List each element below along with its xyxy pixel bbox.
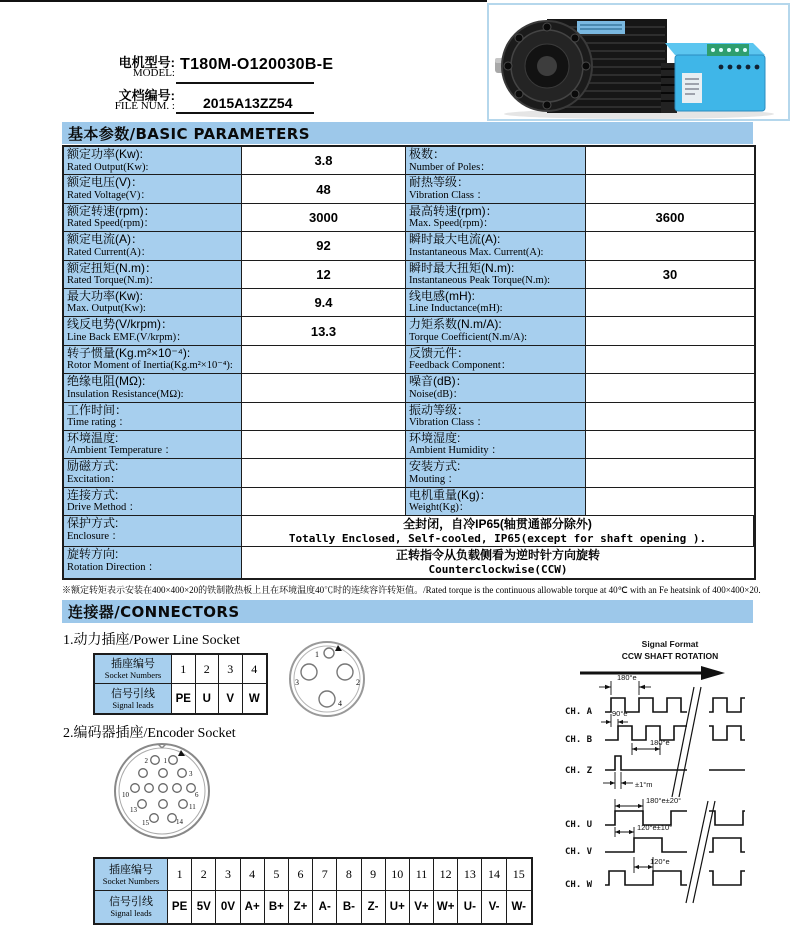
param-label-en: Rated Voltage(V)：	[67, 189, 151, 201]
motor-nameplate	[577, 21, 625, 34]
socket-number: 12	[434, 859, 458, 891]
pin-label: 3	[295, 678, 299, 687]
rated-torque-footnote: ※额定转矩表示安装在400×400×20的铁制散热板上且在环境温度40℃时的连续容许转矩值。/Rated torque is the continuous allowable torque at 40℃ with an Fe heatsink of 400×400×20.	[62, 585, 761, 595]
signal-leads-header	[95, 684, 172, 713]
param-label	[406, 431, 586, 459]
param-label-cn: 耐热等级：	[409, 175, 470, 190]
param-label	[406, 374, 586, 402]
top-rule	[0, 0, 487, 2]
pin-label: 11	[189, 803, 196, 811]
signal-subtitle: CCW SHAFT ROTATION	[621, 651, 719, 661]
key-mark-icon	[178, 750, 185, 756]
param-label	[406, 175, 586, 203]
param-value	[242, 459, 406, 487]
param-value	[586, 431, 754, 459]
param-label-cn: 励磁方式:	[67, 459, 119, 474]
channel-b-label: CH. B	[565, 735, 593, 745]
signal-lead: 0V	[216, 891, 240, 923]
param-label-cn: 瞬时最大电流(A):	[409, 232, 501, 247]
encoder-socket-table	[93, 857, 533, 925]
signal-lead: U	[196, 684, 220, 713]
param-value: 3.8	[242, 147, 406, 175]
section-connectors	[62, 600, 753, 623]
socket-number: 8	[337, 859, 361, 891]
rotation-label-en: Rotation Direction ：	[67, 561, 159, 573]
param-value: 13.3	[242, 317, 406, 345]
header-en: Socket Numbers	[102, 875, 160, 886]
encoder-socket-heading: 2.编码器插座/Encoder Socket	[63, 726, 236, 741]
basic-parameters-table	[62, 145, 756, 580]
socket-number: 11	[410, 859, 434, 891]
signal-lead: V-	[482, 891, 506, 923]
pin-3	[301, 664, 317, 680]
annotation-120e10: 120°e±10°	[637, 823, 673, 832]
annotation-180e-b: 180°e	[650, 738, 670, 747]
signal-lead: PE	[168, 891, 192, 923]
param-label-cn: 噪音(dB)：	[409, 374, 468, 389]
signal-lead: A-	[313, 891, 337, 923]
enclosure-label	[64, 516, 242, 547]
rotation-value	[242, 547, 754, 578]
channel-w-label: CH. W	[565, 880, 593, 890]
pin-label: 3	[189, 770, 193, 778]
pin-label: 4	[338, 699, 342, 708]
socket-number: 1	[172, 655, 196, 684]
param-value	[586, 374, 754, 402]
param-value	[586, 317, 754, 345]
wave-ch-b	[605, 726, 687, 740]
power-socket-heading: 1.动力插座/Power Line Socket	[63, 633, 240, 648]
param-value	[586, 175, 754, 203]
param-label-cn: 极数：	[409, 147, 446, 161]
param-value: 3600	[586, 204, 754, 232]
param-label-cn: 振动等级：	[409, 402, 470, 417]
power-socket-table	[93, 653, 268, 715]
param-label	[406, 317, 586, 345]
param-label-en: Line Inductance(mH):	[409, 303, 503, 315]
pin-label: 10	[122, 791, 129, 799]
param-label-cn: 额定扭矩(N.m)：	[67, 260, 157, 275]
socket-numbers-header	[95, 655, 172, 684]
filenum-label-en: FILE NUM. :	[114, 100, 175, 112]
socket-number: 6	[289, 859, 313, 891]
param-label-cn: 最大功率(Kw):	[67, 288, 143, 303]
pin-1	[324, 648, 334, 658]
header-cn: 插座编号	[109, 863, 153, 876]
rotation-value-en: Counterclockwise(CCW)	[428, 563, 568, 577]
param-label-en: Max. Output(Kw):	[67, 303, 146, 315]
enclosure-value-cn: 全封闭，自冷IP65(轴贯通部分除外)	[403, 516, 592, 531]
annotation-180e-a: 180°e	[617, 673, 637, 682]
signal-lead: B-	[337, 891, 361, 923]
header-en: Signal leads	[112, 699, 154, 710]
param-label	[64, 232, 242, 260]
rotation-label	[64, 547, 242, 578]
param-label-en: Noise(dB)：	[409, 388, 464, 400]
socket-number: 4	[243, 655, 267, 684]
channel-a-label: CH. A	[565, 707, 593, 717]
param-label-cn: 环境温度:	[67, 430, 119, 445]
encoder-socket-diagram	[111, 740, 213, 842]
param-value	[242, 346, 406, 374]
param-label-en: Rated Current(A)：	[67, 246, 152, 258]
param-label-en: Vibration Class ：	[409, 189, 488, 201]
param-label-cn: 最高转速(rpm)：	[409, 203, 498, 218]
param-label-en: Rotor Moment of Inertia(Kg.m²×10⁻⁴):	[67, 360, 233, 372]
signal-lead: U-	[458, 891, 482, 923]
param-label	[406, 232, 586, 260]
param-label-cn: 力矩系数(N.m/A):	[409, 317, 502, 332]
signal-lead: PE	[172, 684, 196, 713]
param-label-cn: 连接方式:	[67, 487, 119, 502]
param-label-cn: 转子惯量(Kg.m²×10⁻⁴):	[67, 345, 191, 360]
signal-lead: V+	[410, 891, 434, 923]
section-basic-parameters	[62, 122, 753, 144]
model-value: T180M-O120030B-E	[180, 56, 334, 73]
param-label-en: Instantaneous Peak Torque(N.m):	[409, 275, 551, 287]
pin-label: 1	[315, 650, 319, 659]
enclosure-label-cn: 保护方式:	[67, 516, 119, 531]
signal-lead: W	[248, 692, 260, 705]
power-socket-diagram	[286, 638, 368, 720]
param-label	[406, 488, 586, 516]
param-label	[64, 459, 242, 487]
param-value	[586, 232, 754, 260]
param-value	[586, 289, 754, 317]
param-label-cn: 工作时间：	[67, 402, 128, 417]
param-value: 92	[242, 232, 406, 260]
param-label-en: Rated Torque(N.m)：	[67, 275, 160, 287]
channel-z-label: CH. Z	[565, 766, 593, 776]
model-underline	[176, 82, 314, 84]
param-label	[64, 175, 242, 203]
pin-label: 2	[356, 678, 360, 687]
signal-lead: V	[219, 684, 243, 713]
param-label	[64, 346, 242, 374]
header-cn: 信号引线	[111, 687, 155, 700]
wave-ch-v	[605, 838, 687, 852]
param-label-en: Line Back EMF.(V/krpm)：	[67, 331, 187, 343]
socket-number: 5	[265, 859, 289, 891]
pin-label: 13	[130, 806, 137, 814]
param-label	[64, 431, 242, 459]
param-label-en: Rated Output(Kw):	[67, 161, 149, 173]
wave-ch-z	[605, 756, 687, 770]
param-label-cn: 线反电势(V/krpm)：	[67, 317, 173, 332]
param-label-cn: 瞬时最大扭矩(N.m):	[409, 260, 515, 275]
signal-leads-header	[95, 891, 168, 923]
rotation-label-cn: 旋转方向:	[67, 547, 119, 562]
param-label-en: Number of Poles：	[409, 161, 491, 173]
param-label-cn: 额定电流(A)：	[67, 232, 143, 247]
param-value: 48	[242, 175, 406, 203]
param-label	[64, 204, 242, 232]
param-label	[406, 403, 586, 431]
param-label-cn: 反馈元件：	[409, 345, 470, 360]
signal-lead: A+	[241, 891, 265, 923]
socket-number: 3	[219, 655, 243, 684]
filenum-label-cn: 文档编号:	[118, 88, 175, 103]
param-label-cn: 额定转速(rpm)：	[67, 203, 156, 218]
section-connectors-title: 连接器/CONNECTORS	[68, 603, 240, 621]
param-label	[406, 346, 586, 374]
param-label	[406, 289, 586, 317]
param-label-en: Mouting ：	[409, 473, 459, 485]
pin-label: 15	[142, 819, 149, 827]
socket-numbers-header	[95, 859, 168, 891]
param-label-en: Rated Speed(rpm)：	[67, 218, 155, 230]
param-label-en: Drive Method ：	[67, 502, 140, 514]
socket-number: 2	[192, 859, 216, 891]
param-value	[242, 431, 406, 459]
param-label	[64, 289, 242, 317]
param-label	[64, 147, 242, 175]
key-mark-icon	[335, 645, 342, 651]
filenum-value: 2015A13ZZ54	[203, 95, 293, 111]
product-photo-frame	[487, 3, 790, 121]
param-label-cn: 额定电压(V)：	[67, 175, 143, 190]
model-label-cn: 电机型号:	[118, 55, 175, 70]
param-label-cn: 环境湿度:	[409, 430, 461, 445]
filenum-underline	[176, 112, 314, 114]
wave-ch-w	[605, 871, 687, 885]
param-value	[242, 374, 406, 402]
rotation-value-cn: 正转指令从负载侧看为逆时针方向旋转	[395, 548, 600, 563]
param-value	[242, 488, 406, 516]
socket-number: 1	[168, 859, 192, 891]
param-value	[586, 147, 754, 175]
param-label	[64, 317, 242, 345]
enclosure-value-en: Totally Enclosed, Self-cooled, IP65(except for shaft opening ).	[288, 531, 707, 545]
param-label	[406, 147, 586, 175]
annotation-90e: 90°e	[612, 709, 628, 718]
param-label	[406, 261, 586, 289]
param-label	[406, 204, 586, 232]
param-value	[586, 403, 754, 431]
param-value	[242, 403, 406, 431]
param-label-en: Vibration Class ：	[409, 417, 488, 429]
pin-label: 6	[195, 791, 199, 799]
socket-number: 10	[386, 859, 410, 891]
param-label-en: Time rating ：	[67, 417, 130, 429]
param-value: 9.4	[242, 289, 406, 317]
socket-number: 2	[196, 655, 220, 684]
param-label-en: Weight(Kg)：	[409, 502, 470, 514]
header-en: Signal leads	[110, 908, 152, 918]
signal-lead: Z-	[362, 891, 386, 923]
param-label	[64, 261, 242, 289]
param-label-en: Insulation Resistance(MΩ):	[67, 388, 184, 400]
param-value: 3000	[242, 204, 406, 232]
signal-lead: Z+	[289, 891, 313, 923]
pin-label: 1	[163, 757, 167, 765]
param-label-cn: 安装方式:	[409, 459, 461, 474]
signal-lead: U+	[386, 891, 410, 923]
param-label-en: /Ambient Temperature ：	[67, 445, 176, 457]
annotation-120e: 120°e	[650, 857, 670, 866]
param-value	[586, 459, 754, 487]
pin-label: 14	[176, 818, 183, 826]
enclosure-label-en: Enclosure ：	[67, 530, 123, 542]
param-label-en: Excitation：	[67, 473, 121, 485]
param-label-en: Instantaneous Max. Current(A):	[409, 246, 544, 258]
header-cn: 插座编号	[111, 658, 155, 670]
param-value: 30	[586, 261, 754, 289]
socket-number: 14	[482, 859, 506, 891]
param-value	[586, 488, 754, 516]
param-label-cn: 绝缘电阻(MΩ):	[67, 374, 146, 389]
section-basic-title: 基本参数/BASIC PARAMETERS	[68, 124, 310, 143]
signal-lead: W-	[511, 901, 526, 913]
param-label	[406, 459, 586, 487]
socket-number: 4	[241, 859, 265, 891]
header-en: Socket Numbers	[104, 670, 162, 680]
socket-number: 7	[313, 859, 337, 891]
signal-format-diagram	[555, 635, 794, 935]
signal-lead: W+	[434, 891, 458, 923]
pin-label: 2	[144, 757, 148, 765]
rotation-arrowhead-icon	[701, 666, 725, 680]
socket-number: 13	[458, 859, 482, 891]
motor-photo	[489, 5, 788, 119]
param-label	[64, 374, 242, 402]
param-label-en: Max. Speed(rpm)：	[409, 218, 494, 230]
model-label-en: MODEL:	[132, 67, 175, 79]
socket-number: 15	[507, 859, 531, 891]
signal-lead: B+	[265, 891, 289, 923]
enclosure-value	[242, 516, 754, 547]
channel-v-label: CH. V	[565, 847, 593, 857]
param-label	[64, 403, 242, 431]
annotation-180e20: 180°e±20°	[646, 796, 682, 805]
pin-4	[319, 691, 335, 707]
socket-number: 3	[216, 859, 240, 891]
signal-lead: 5V	[192, 891, 216, 923]
param-label-cn: 电机重量(Kg)：	[409, 487, 492, 502]
param-label	[64, 488, 242, 516]
param-label-cn: 线电感(mH):	[409, 288, 475, 303]
controller-label	[682, 73, 702, 103]
param-label-cn: 额定功率(Kw):	[67, 147, 143, 161]
pin-2	[337, 664, 353, 680]
param-value: 12	[242, 261, 406, 289]
socket-number: 9	[362, 859, 386, 891]
param-label-en: Ambient Humidity ：	[409, 445, 502, 457]
param-label-en: Torque Coefficient(N.m/A):	[409, 331, 528, 343]
header-cn: 信号引线	[109, 896, 153, 908]
param-label-en: Feedback Component：	[409, 360, 512, 372]
signal-title: Signal Format	[641, 639, 699, 649]
param-value	[586, 346, 754, 374]
channel-u-label: CH. U	[565, 820, 593, 830]
annotation-1m: ±1°m	[635, 780, 653, 789]
